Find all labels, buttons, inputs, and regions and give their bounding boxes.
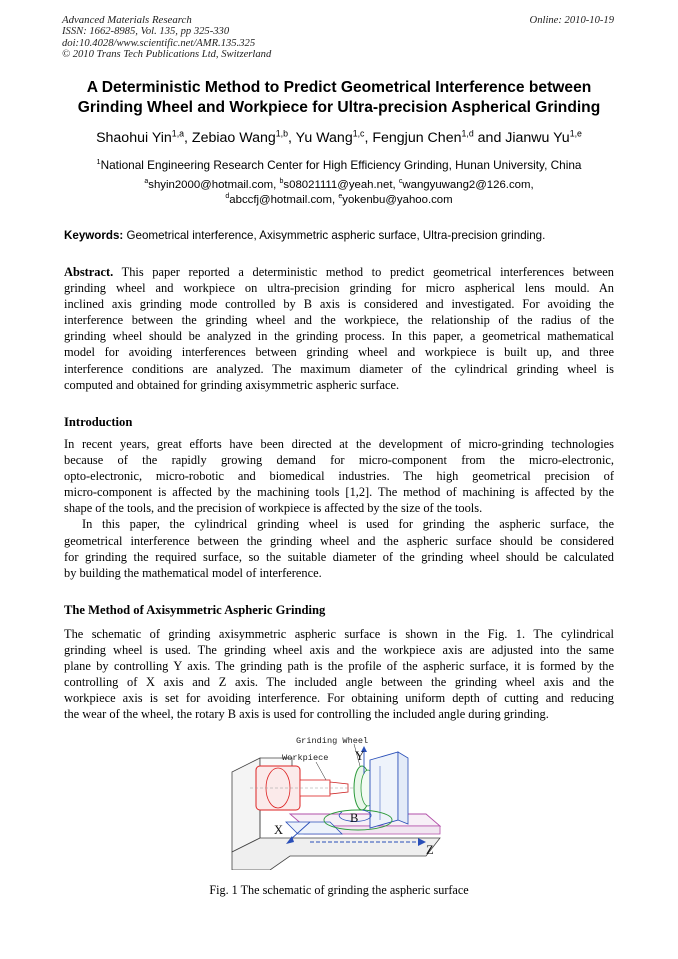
email-mark: a [144, 178, 149, 186]
author-name: Zebiao Wang [191, 130, 276, 146]
journal-doi[interactable]: doi:10.4028/www.scientific.net/AMR.135.325 [62, 37, 256, 49]
email-link[interactable]: s08021111@yeah.net [283, 179, 393, 191]
method-line: grinding wheel is used. The grinding wheel axis and the workpiece axis are adjusted into the same [64, 643, 614, 658]
method-body [64, 626, 614, 723]
journal-header [62, 15, 271, 60]
journal-name: Advanced Materials Research [62, 14, 192, 26]
abstract-line: interference conditions are analyzed. The maximum diameter of the cylindrical grinding wheel is [64, 361, 614, 376]
title-line-2: Grinding Wheel and Workpiece for Ultra-precision Aspherical Grinding [77, 99, 601, 116]
author-name: Yu Wang [295, 130, 353, 146]
method-line: the wear of the wheel, the rotary B axis is used for controlling the included angle during grinding. [64, 707, 549, 722]
email-mark: d [225, 193, 230, 201]
email-mark: b [279, 178, 284, 186]
intro-line: because of the rapidly growing demand for micro-component from the micro-electronic, [64, 453, 614, 468]
method-line: workpiece axis is set for avoiding interference. For obtaining uniform depth of cutting and reducing [64, 691, 614, 706]
author-affiliation-mark: 1,b [275, 128, 289, 139]
intro-line: shape of the tools, and the precision of workpiece is affected by the size of the tools. [64, 501, 483, 516]
abstract-line: grinding wheel and workpiece on ultra-precision grinding for micro aspherical lens mould. An [64, 281, 614, 296]
label-axis-x: X [274, 823, 284, 837]
emails-line-2: $^d$abccfj@hotmail.com, $^e$yokenbu@yahoo.com [225, 193, 453, 206]
online-date: Online: 2010-10-19 [529, 15, 614, 26]
email-link[interactable]: wangyuwang2@126.com [402, 179, 531, 191]
email-mark: e [338, 193, 343, 201]
wheel-housing [370, 752, 398, 828]
introduction-body [64, 436, 614, 581]
author-separator: , [184, 130, 192, 146]
method-line: plane by controlling Y axis. The grinding path is the profile of the aspheric surface, it is formed by the [64, 659, 614, 674]
author-affiliation-mark: 1,e [569, 128, 582, 139]
method-line: controlling of X axis and Z axis. The included angle between the grinding wheel axis and the [64, 675, 614, 690]
paper-title [40, 78, 638, 118]
abstract-line: inclined axis grinding mode controlled by B axis is considered and investigated. For avoiding the [64, 297, 614, 312]
author-separator: , [288, 130, 296, 146]
intro-line: geometrical interference between the grinding wheel and the aspheric surface should be considered [64, 533, 614, 548]
affiliation [20, 158, 658, 172]
author-name: Jianwu Yu [505, 130, 570, 146]
email-link[interactable]: yokenbu@yahoo.com [342, 194, 453, 206]
author-affiliation-mark: 1,d [461, 128, 474, 139]
emails-line-1: $^a$shyin2000@hotmail.com, $^b$s08021111@yeah.net, $^c$wangyuwang2@126.com, [144, 178, 534, 191]
intro-line: for grinding the required surface, so the suitable diameter of the grinding wheel should be calculated [64, 549, 614, 564]
abstract-line: model for avoiding interferences between grinding wheel and workpiece is built up, and three [64, 345, 614, 360]
abstract-line: interference between the grinding wheel and the workpiece, the relationship of the radius of the [64, 313, 614, 328]
intro-line: by building the mathematical model of interference. [64, 565, 322, 580]
figure-caption: Fig. 1 The schematic of grinding the aspheric surface [209, 883, 469, 897]
section-heading-method: The Method of Axisymmetric Aspheric Grinding [64, 603, 326, 617]
intro-line: opto-electronic, micro-robotic and biomedical industries. The high geometrical precision of [64, 469, 614, 484]
author-separator: , [364, 130, 373, 146]
intro-line: In this paper, the cylindrical grinding wheel is used for grinding the aspheric surface, the [82, 517, 614, 532]
label-axis-z: Z [426, 843, 434, 857]
machine-base [232, 838, 440, 870]
keywords [64, 229, 616, 242]
keywords-label: Keywords: [64, 229, 124, 242]
email-link[interactable]: abccfj@hotmail.com [229, 194, 333, 206]
leader-workpiece [316, 762, 326, 780]
author-emails [20, 178, 658, 208]
abstract-line [64, 264, 614, 280]
affiliation-mark: 1 [96, 157, 101, 167]
intro-line: In recent years, great efforts have been directed at the development of micro-grinding technologies [64, 437, 614, 451]
abstract-line: computed and obtained for grinding axisymmetric aspheric surface. [64, 377, 400, 392]
grinding-schematic-figure [230, 730, 452, 870]
abstract-line-text: This paper reported a deterministic method to predict geometrical interferences between [121, 265, 614, 279]
wheel-housing-side [398, 752, 408, 824]
method-line: The schematic of grinding axisymmetric aspheric surface is shown in the Fig. 1. The cylindrical [64, 627, 614, 641]
author-name: Fengjun Chen [372, 130, 462, 146]
label-axis-b: B [350, 811, 359, 825]
title-line-1: A Deterministic Method to Predict Geometrical Interference between [86, 79, 592, 96]
affiliation-text: National Engineering Research Center for High Efficiency Grinding, Hunan University, China [100, 158, 582, 172]
author-affiliation-mark: 1,a [171, 128, 185, 139]
author-separator: and [473, 130, 506, 146]
journal-copyright: © 2010 Trans Tech Publications Ltd, Switzerland [62, 48, 272, 60]
journal-issn: ISSN: 1662-8985, Vol. 135, pp 325-330 [62, 26, 230, 38]
email-mark: c [398, 178, 403, 186]
author-affiliation-mark: 1,c [352, 128, 365, 139]
label-workpiece: Workpiece [282, 753, 329, 763]
label-axis-y: Y [355, 748, 365, 763]
email-link[interactable]: shyin2000@hotmail.com [148, 179, 274, 191]
abstract [64, 264, 614, 393]
author-name: Shaohui Yin [96, 130, 172, 146]
label-grinding-wheel: Grinding Wheel [296, 736, 369, 746]
author-list [20, 130, 658, 146]
abstract-label: Abstract. [64, 265, 114, 279]
intro-line: micro-component is affected by the machining tools [1,2]. The method of machining is affected by the [64, 485, 614, 500]
section-heading-introduction: Introduction [64, 415, 133, 429]
abstract-line: grinding wheel should be analyzed in the grinding process. In this paper, a geometrical mathematical [64, 329, 614, 344]
keywords-text: Geometrical interference, Axisymmetric aspheric surface, Ultra-precision grinding. [126, 229, 546, 242]
